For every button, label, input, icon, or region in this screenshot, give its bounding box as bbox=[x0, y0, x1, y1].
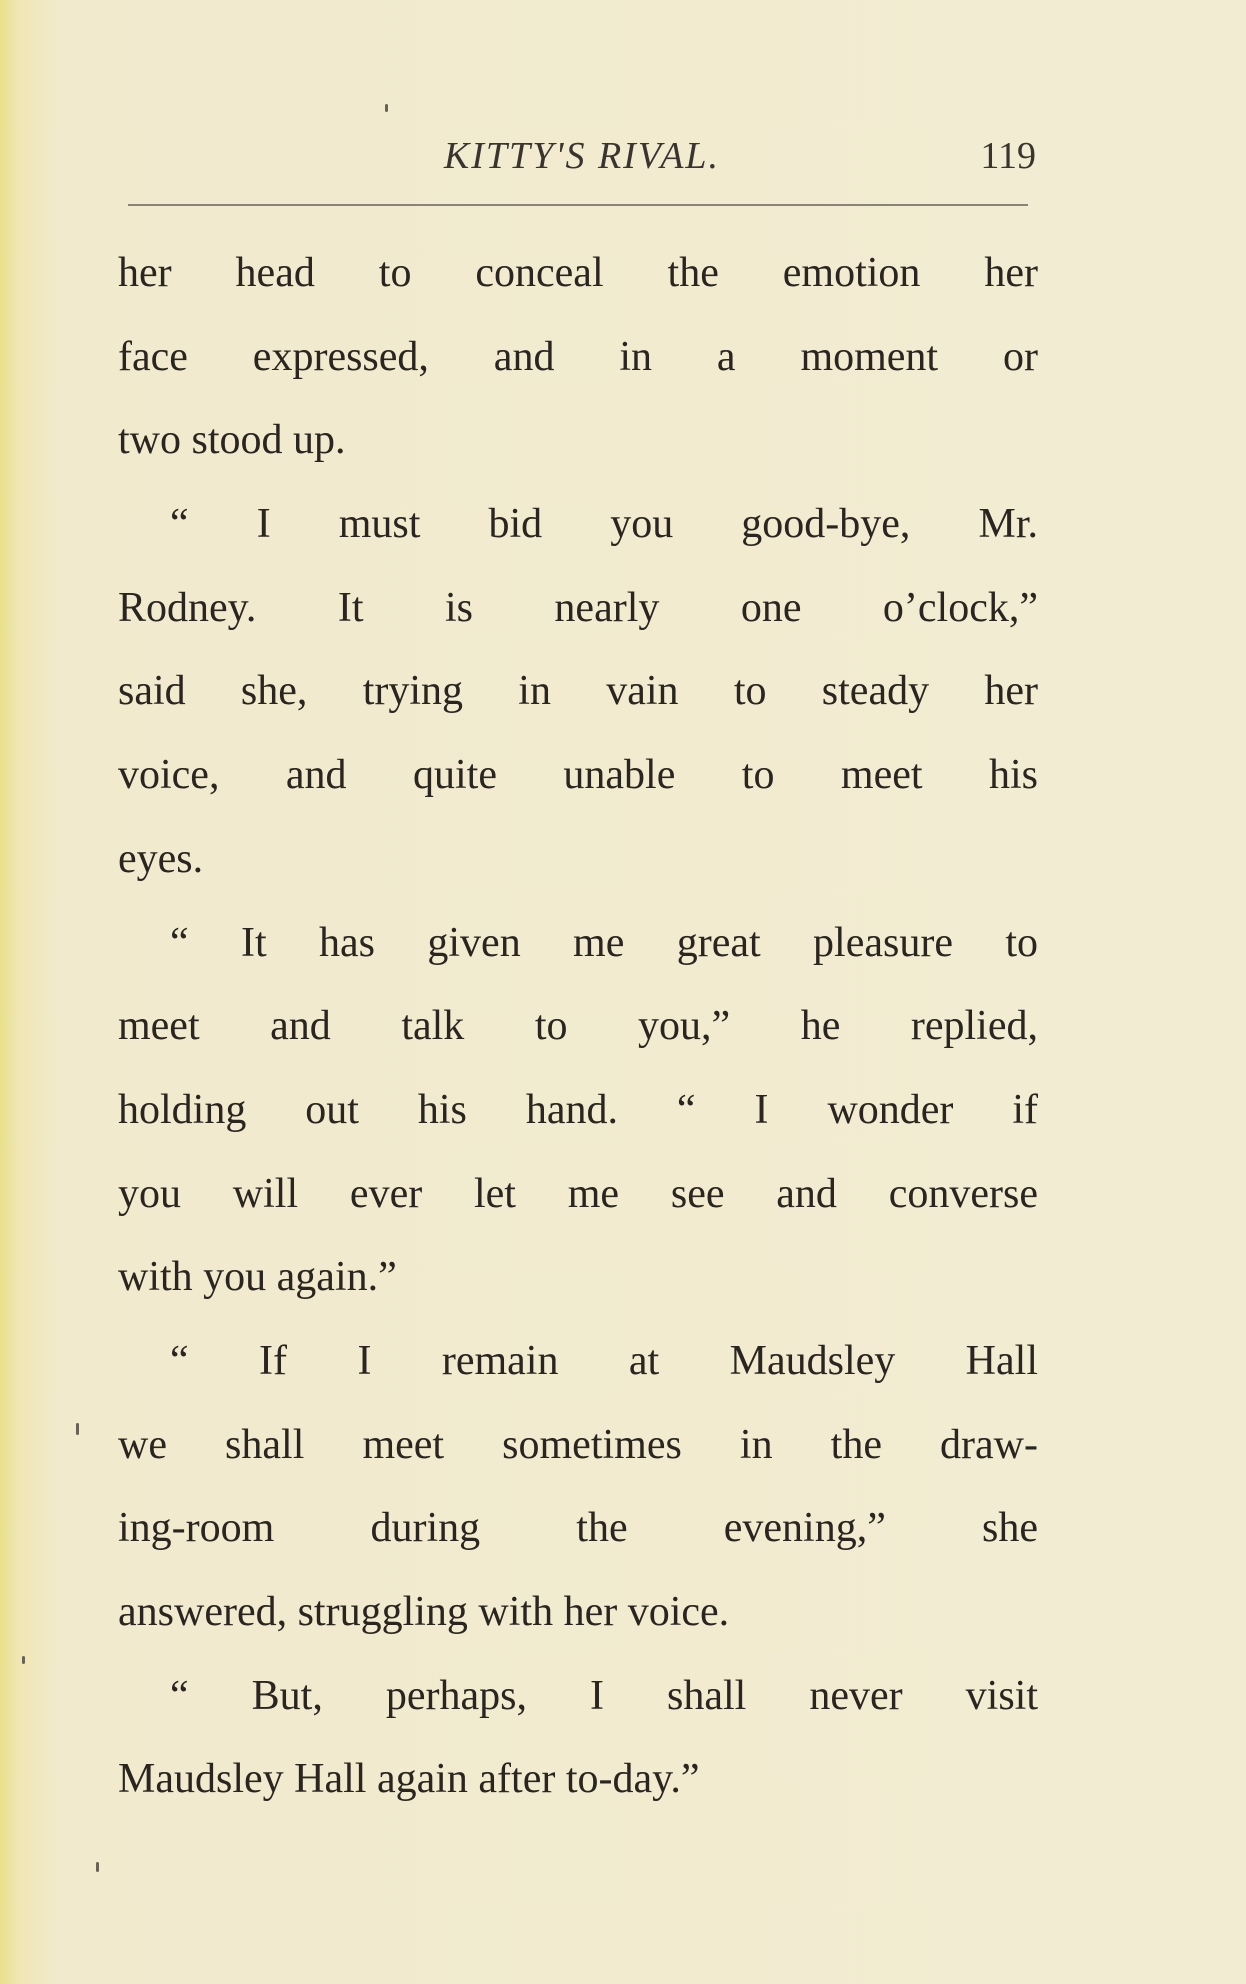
text-line: face expressed, and in a moment or bbox=[118, 333, 1038, 380]
running-title: KITTY'S RIVAL. bbox=[443, 135, 721, 177]
ink-speck bbox=[96, 1862, 99, 1872]
text-line: you will ever let me see and converse bbox=[118, 1170, 1038, 1217]
text-line: holding out his hand. “ I wonder if bbox=[118, 1086, 1038, 1133]
text-line: with you again.” bbox=[118, 1254, 397, 1301]
text-line: eyes. bbox=[118, 835, 204, 882]
text-line: “ It has given me great pleasure to bbox=[170, 919, 1038, 966]
text-line: “ I must bid you good-bye, Mr. bbox=[170, 501, 1038, 548]
body-text bbox=[118, 232, 1038, 1822]
text-line: voice, and quite unable to meet his bbox=[118, 752, 1038, 799]
text-line: said she, trying in vain to steady her bbox=[118, 668, 1038, 715]
text-line: we shall meet sometimes in the draw- bbox=[118, 1421, 1038, 1468]
text-line: meet and talk to you,” he replied, bbox=[118, 1003, 1038, 1050]
text-line: answered, struggling with her voice. bbox=[118, 1589, 730, 1635]
text-line: two stood up. bbox=[118, 417, 346, 464]
text-line: “ If I remain at Maudsley Hall bbox=[170, 1337, 1038, 1384]
text-line: Maudsley Hall again after to-day.” bbox=[118, 1756, 700, 1803]
text-line: “ But, perhaps, I shall never visit bbox=[170, 1672, 1038, 1719]
page-number: 119 bbox=[980, 135, 1036, 177]
ink-speck bbox=[385, 104, 388, 112]
page-header bbox=[128, 128, 1036, 184]
text-line: her head to conceal the emotion her bbox=[118, 250, 1038, 296]
ink-speck bbox=[76, 1423, 79, 1435]
text-line: ing-room during the evening,” she bbox=[118, 1505, 1038, 1552]
header-rule bbox=[128, 204, 1028, 206]
text-line: Rodney. It is nearly one o’clock,” bbox=[118, 584, 1038, 631]
ink-speck bbox=[22, 1656, 25, 1664]
